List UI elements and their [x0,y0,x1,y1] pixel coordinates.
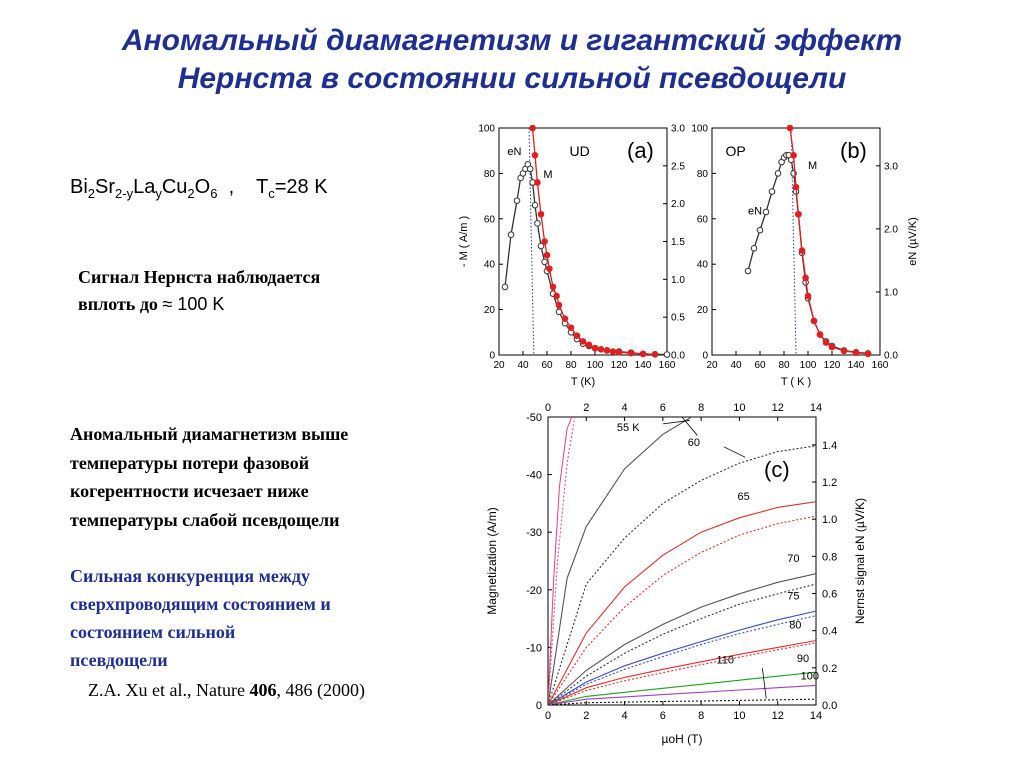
x-tick-label: 10 [733,710,746,722]
right-tick-label: 2.5 [671,161,685,173]
data-point-M [580,339,586,345]
right-tick-label: 0.2 [822,662,838,675]
y-tick-label: 80 [696,168,708,180]
data-point-M [535,180,541,186]
y-tick-label: 0 [489,350,495,362]
field-curve-75-solid [548,611,816,705]
curve-label: 60 [687,436,700,449]
label-leader-110 [762,668,766,699]
series-line-eN [748,155,868,353]
y-tick-label: 80 [483,168,495,180]
data-point-M [799,248,805,254]
data-point-M [616,349,622,355]
right-tick-label: 1.4 [822,439,838,452]
data-point-M [823,340,829,346]
x-tick-label: 20 [493,360,505,371]
series-line-eN [505,164,667,354]
data-point-eN [775,171,781,177]
panel-letter: (a) [627,138,654,163]
x-axis-label: µoH (T) [661,732,703,746]
x-tick-label: 6 [659,710,666,722]
field-curve-110-dotted [548,699,816,705]
title-line-2: Нернста в состоянии сильной псевдощели [177,62,847,95]
right-tick-label: 0.6 [822,588,838,601]
data-point-M [803,275,809,281]
right-tick-label: 0.0 [822,700,838,712]
y-tick-label: 60 [483,214,495,226]
data-point-M [817,332,823,338]
data-point-M [628,350,634,356]
data-point-M [853,350,859,356]
para1-line: температуры слабой псевдощели [70,509,340,530]
ref-volume: 406 [249,680,277,700]
formula-sub-3: y [155,186,162,201]
y-tick-label: -30 [526,527,542,540]
data-point-M [652,352,658,358]
data-point-eN [542,259,548,265]
formula-bi: Bi [70,176,88,198]
x-tick-label: 80 [565,360,577,371]
data-point-M [592,345,598,351]
series-label-eN: eN [507,146,522,159]
right-axis-label: Nernst signal eN (µV/K) [853,497,867,625]
y-tick-label: 0 [535,700,542,712]
y-tick-label: 20 [696,305,708,317]
curve-label: 70 [787,553,800,566]
para1-line: когерентности исчезает ниже [70,481,309,501]
data-point-eN [532,202,538,208]
top-tick-label: 10 [733,402,746,414]
data-point-M [538,211,544,217]
formula-sub-5: 6 [210,186,218,201]
data-point-M [805,293,811,299]
series-label-eN: eN [748,205,763,218]
formula-sub-4: 2 [187,186,195,201]
para2-line: состоянием сильной [70,622,236,642]
top-tick-label: 4 [621,402,628,414]
x-tick-label: 0 [544,710,552,722]
panel-letter: (b) [840,138,867,163]
top-tick-label: 6 [659,402,666,414]
formula-o: O [194,176,211,198]
data-point-eN [751,246,757,252]
data-point-M [574,333,580,339]
x-tick-label: 100 [799,360,817,371]
data-point-M [865,351,871,357]
y-axis-label: Magnetization (A/m) [485,507,499,615]
data-point-M [586,342,592,348]
formula-sub-2: 2-y [115,186,134,201]
data-point-M [532,152,538,158]
top-tick-label: 14 [809,402,823,414]
chart-panel-c [480,395,880,750]
data-point-M [841,348,847,354]
formula-tc-value: =28 K [274,176,328,198]
data-point-M [796,211,802,217]
formula-tc-label: , T [217,176,269,198]
right-tick-label: 1.0 [884,287,898,299]
x-tick-label: 8 [698,710,705,722]
label-leader-60 [682,417,697,435]
x-axis-label: T (K) [570,376,596,388]
slide-title [0,22,1024,98]
series-label-M: M [808,159,818,172]
curve-label: 65 [737,490,750,503]
label-leader-60b [724,447,745,457]
sample-label: UD [569,143,590,159]
top-tick-label: 8 [698,402,705,414]
right-tick-label: 3.0 [671,123,685,135]
data-point-M [568,325,574,331]
right-tick-label: 0.0 [884,350,898,362]
y-tick-label: 40 [696,259,708,271]
nernst-value: 100 K [172,294,225,314]
right-tick-label: 2.0 [671,199,685,211]
x-tick-label: 4 [621,710,628,722]
formula-tc-sub: c [268,186,275,201]
curve-label: 75 [787,590,800,603]
x-tick-label: 20 [706,360,718,371]
data-point-M [791,152,797,158]
right-tick-label: 1.5 [671,237,685,248]
sample-label: OP [725,143,746,159]
nernst-line-1: Сигнал Нернста наблюдается [78,267,321,287]
right-axis-label: eN (µV/K) [907,217,919,266]
y-tick-label: -40 [526,469,542,482]
x-tick-label: 14 [809,710,823,722]
nernst-prefix: вплоть до [78,294,163,314]
diamagnetism-paragraph [70,420,430,534]
approx-symbol: ≈ [162,294,173,314]
data-point-eN [514,198,520,204]
para2-line: Сильная конкуренция между [70,566,310,586]
y-tick-label: -50 [526,412,542,424]
ref-authors: Z.A. Xu et al., Nature [88,680,250,700]
right-tick-label: 3.0 [884,161,898,173]
para2-line: псевдощели [70,650,168,670]
y-tick-label: 100 [478,123,495,135]
data-point-M [554,293,560,299]
x-tick-label: 80 [778,360,790,371]
data-point-M [562,316,568,322]
right-tick-label: 1.2 [822,477,838,490]
data-point-M [811,318,817,324]
data-point-eN [502,284,508,290]
reference-citation [88,680,365,701]
right-tick-label: 0.8 [822,551,838,564]
formula-la: La [133,176,156,198]
x-tick-label: 160 [871,360,889,371]
y-tick-label: 0 [702,350,708,362]
data-point-eN [664,352,670,358]
x-tick-label: 12 [771,710,784,722]
x-tick-label: 120 [610,360,628,371]
x-tick-label: 140 [847,360,865,371]
y-tick-label: 100 [691,123,708,135]
data-point-M [544,252,550,258]
data-point-M [640,351,646,357]
right-tick-label: 1.0 [822,514,838,527]
data-point-eN [763,209,769,215]
chart-panel-b [691,115,919,395]
data-point-M [556,302,562,308]
right-tick-label: 0.5 [671,312,685,324]
x-tick-label: 60 [754,360,766,371]
x-tick-label: 2 [583,710,590,722]
data-point-M [547,266,553,272]
para1-line: температуры потери фазовой [70,452,310,473]
data-point-M [598,347,604,353]
x-tick-label: 40 [517,360,529,371]
right-tick-label: 0.0 [671,350,685,362]
curve-label: 55 K [616,421,640,434]
para1-line: Аномальный диамагнетизм выше [70,424,349,444]
data-point-eN [757,227,763,233]
curve-label: 100 [800,670,820,683]
series-label-M: M [543,168,553,181]
y-tick-label: 20 [483,305,495,317]
data-point-M [793,184,799,190]
curve-label: 90 [796,652,810,665]
formula-cu: Cu [161,176,188,198]
top-tick-label: 0 [544,402,552,414]
curve-label: 110 [716,654,735,667]
formula-sr: Sr [95,176,116,198]
field-curve-60-dotted [548,446,816,705]
top-tick-label: 12 [771,402,784,414]
field-curve-65-solid [548,502,816,705]
data-point-M [787,125,793,131]
x-axis-label: T ( K ) [780,376,812,388]
compound-formula [70,176,328,201]
x-tick-label: 140 [634,360,652,371]
y-tick-label: 40 [483,259,495,271]
y-tick-label: -10 [526,642,542,655]
para2-line: сверхпроводящим состоянием и [70,594,331,614]
x-tick-label: 100 [586,360,604,371]
data-point-eN [535,221,541,227]
curve-label: 80 [789,619,802,632]
data-point-M [542,239,548,245]
panel-letter: (c) [764,457,790,482]
nernst-statement [78,264,320,318]
data-point-M [610,349,616,355]
chart-panel-a [455,115,700,395]
y-tick-label: -20 [526,584,542,597]
y-axis-label: - M ( A/m ) [458,215,470,268]
x-tick-label: 120 [823,360,841,371]
y-tick-label: 60 [696,214,708,226]
x-tick-label: 60 [541,360,553,371]
right-tick-label: 0.4 [822,625,838,638]
data-point-M [604,348,610,354]
competition-paragraph [70,562,400,674]
x-tick-label: 160 [658,360,676,371]
data-point-M [550,284,556,290]
field-curve-75-dotted [548,616,816,705]
right-tick-label: 2.0 [884,224,898,236]
field-curve-90-solid [548,672,816,705]
data-point-eN [508,232,514,238]
data-point-eN [769,189,775,195]
data-point-M [530,125,536,131]
data-point-eN [745,268,751,274]
data-point-eN [527,166,533,172]
top-tick-label: 2 [583,402,590,414]
ref-pages: , 486 (2000) [276,680,365,700]
field-curve-70-solid [548,574,816,705]
x-tick-label: 40 [730,360,742,371]
title-line-1: Аномальный диамагнетизм и гигантский эффект [121,24,903,57]
nernst-line-2 [78,291,320,318]
right-tick-label: 1.0 [671,274,685,286]
data-point-M [829,344,835,350]
field-curve-100-solid [548,685,816,705]
formula-sub-1: 2 [87,186,96,201]
